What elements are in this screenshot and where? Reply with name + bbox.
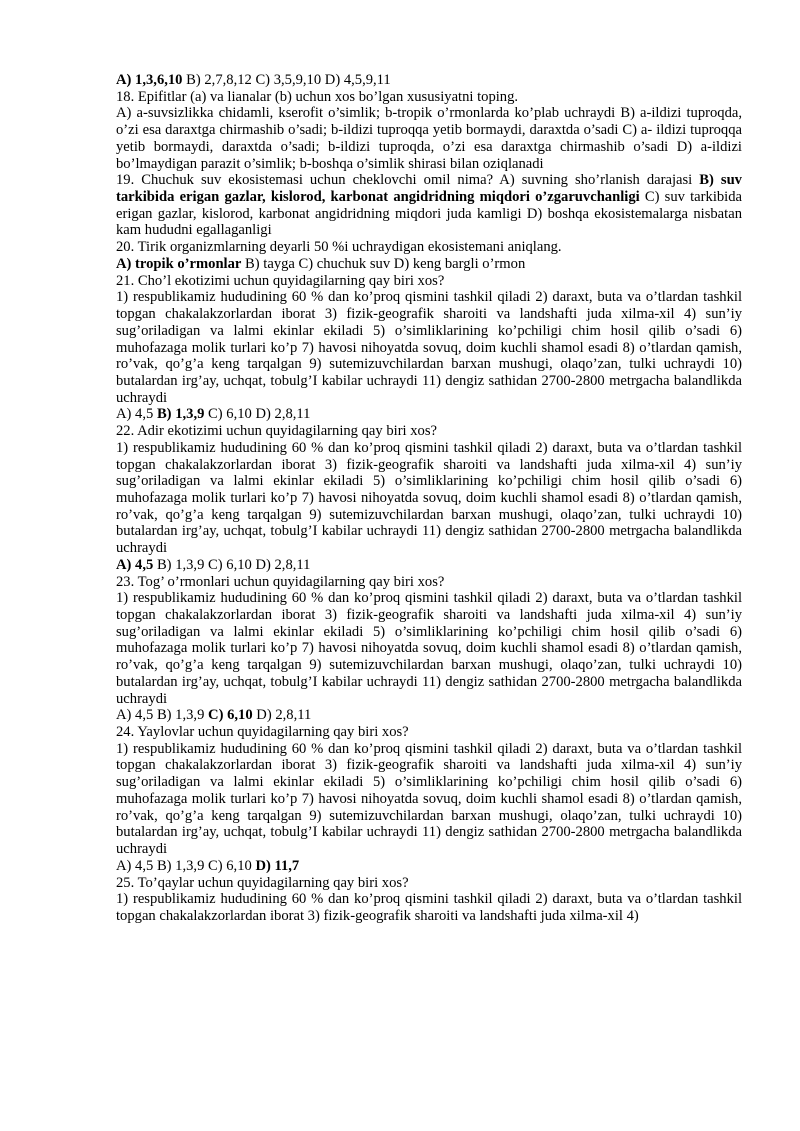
statement-list: 1) respublikamiz hududining 60 % dan ko’proq qismini tashkil qiladi 2) daraxt, buta va o’tlardan tashkil topgan chakalakzorlardan iborat 3) fizik-geografik sharoiti va landshafti juda xilma-xil 4) sun’iy sug’oriladigan va lalmi ekinlar ekiladi 5) o’simliklarining ko’pchiligi chim hosil qilib o’sadi 6) muhofazaga molik turlari ko’p 7) havosi nihoyatda sovuq, doim kuchli shamol esadi 8) o’tlardan qamish, ro’vak, qo’g’a keng tarqalgan 9) sutemizuvchilardan barxan mushugi, olaqo’zan, tulki uchraydi 10) butalardan irg’ay, uchqat, tobulg’I kabilar uchraydi 11) dengiz sathidan 2700-2800 metrgacha balandlikda uchraydi <box>116 289 742 406</box>
statement-list-q22 <box>116 440 742 557</box>
answer-key-option: B) 1,3,9 <box>156 406 205 423</box>
statement-list: 1) respublikamiz hududining 60 % dan ko’proq qismini tashkil qiladi 2) daraxt, buta va o’tlardan tashkil topgan chakalakzorlardan iborat 3) fizik-geografik sharoiti va landshafti juda xilma-xil 4) <box>116 891 742 924</box>
answer-options: B) 2,7,8,12 C) 3,5,9,10 D) 4,5,9,11 <box>182 72 391 88</box>
question-25 <box>116 875 742 892</box>
question-22 <box>116 423 742 440</box>
answer-options: A) a-suvsizlikka chidamli, kserofit o’simlik; b-tropik o’rmonlarda ko’plab uchraydi B) a-ildizi tuproqda, o’zi esa daraxtga chirmashib o’sadi; b-ildizi tuproqqa yetib bormaydi, daraxtda o’sadi C) a- ildizi tuproqqa yetib bormaydi, daraxtda o’sadi; b-ildizi tuproqda, o’zi esa daraxtga chirmashib o’sadi D) a-ildizi bo’lmaydigan parazit o’simlik; b-boshqa o’simlik shirasi bilan oziqlanadi <box>116 105 742 172</box>
question-text: 21. Cho’l ekotizimi uchun quyidagilarning qay biri xos? <box>116 272 445 289</box>
question-20 <box>116 239 742 256</box>
answer-options: C) suv tarkibida erigan gazlar, kislorod, karbonat angidridning miqdori juda kamligi D) boshqa ekosistemalarga nisbatan kam hududni egallaganligi <box>116 189 742 239</box>
question-19 <box>116 172 742 239</box>
answer-options: B) tayga C) chuchuk suv D) keng bargli o’rmon <box>241 255 526 272</box>
document-page <box>116 72 742 925</box>
answer-key-option: A) 4,5 <box>116 556 154 573</box>
answer-key-option: A) tropik o’rmonlar <box>116 255 242 272</box>
answer-key-option: C) 6,10 <box>208 707 253 724</box>
answer-options: C) 6,10 D) 2,8,11 <box>204 406 311 423</box>
question-text: 23. Tog’ o’rmonlari uchun quyidagilarning qay biri xos? <box>116 573 445 590</box>
answer-line-q22 <box>116 557 742 574</box>
question-text: 24. Yaylovlar uchun quyidagilarning qay biri xos? <box>116 724 409 741</box>
statement-list-q24 <box>116 741 742 858</box>
question-24 <box>116 724 742 741</box>
answer-key-option: B) suv tarkibida erigan gazlar, kislorod, karbonat angidridning miqdori o’zgaruvchanligi <box>116 172 742 206</box>
question-text: 25. To’qaylar uchun quyidagilarning qay biri xos? <box>116 874 409 891</box>
answer-options-q18 <box>116 105 742 172</box>
answer-line-q24 <box>116 858 742 875</box>
answer-key-option: A) 1,3,6,10 <box>116 72 183 88</box>
answer-line-q23 <box>116 707 742 724</box>
answer-options: D) 2,8,11 <box>252 707 312 724</box>
answer-line-q20 <box>116 256 742 273</box>
answer-line-q17 <box>116 72 742 89</box>
answer-key-option: D) 11,7 <box>255 857 300 874</box>
answer-options: B) 1,3,9 C) 6,10 D) 2,8,11 <box>153 556 311 573</box>
question-text: 18. Epifitlar (a) va lianalar (b) uchun xos bo’lgan xususiyatni toping. <box>116 88 519 105</box>
statement-list: 1) respublikamiz hududining 60 % dan ko’proq qismini tashkil qiladi 2) daraxt, buta va o’tlardan tashkil topgan chakalakzorlardan iborat 3) fizik-geografik sharoiti va landshafti juda xilma-xil 4) sun’iy sug’oriladigan va lalmi ekinlar ekiladi 5) o’simliklarining ko’pchiligi chim hosil qilib o’sadi 6) muhofazaga molik turlari ko’p 7) havosi nihoyatda sovuq, doim kuchli shamol esadi 8) o’tlardan qamish, ro’vak, qo’g’a keng tarqalgan 9) sutemizuvchilardan barxan mushugi, olaqo’zan, tulki uchraydi 10) butalardan irg’ay, uchqat, tobulg’I kabilar uchraydi 11) dengiz sathidan 2700-2800 metrgacha balandlikda uchraydi <box>116 439 742 557</box>
question-text: 22. Adir ekotizimi uchun quyidagilarning qay biri xos? <box>116 423 438 440</box>
question-21 <box>116 273 742 290</box>
statement-list-q23 <box>116 590 742 707</box>
statement-list: 1) respublikamiz hududining 60 % dan ko’proq qismini tashkil qiladi 2) daraxt, buta va o’tlardan tashkil topgan chakalakzorlardan iborat 3) fizik-geografik sharoiti va landshafti juda xilma-xil 4) sun’iy sug’oriladigan va lalmi ekinlar ekiladi 5) o’simliklarining ko’pchiligi chim hosil qilib o’sadi 6) muhofazaga molik turlari ko’p 7) havosi nihoyatda sovuq, doim kuchli shamol esadi 8) o’tlardan qamish, ro’vak, qo’g’a keng tarqalgan 9) sutemizuvchilardan barxan mushugi, olaqo’zan, tulki uchraydi 10) butalardan irg’ay, uchqat, tobulg’I kabilar uchraydi 11) dengiz sathidan 2700-2800 metrgacha balandlikda uchraydi <box>116 590 742 707</box>
question-18 <box>116 89 742 106</box>
question-text: 20. Tirik organizmlarning deyarli 50 %i uchraydigan ekosistemani aniqlang. <box>116 239 562 256</box>
answer-line-q21 <box>116 406 742 423</box>
answer-options: A) 4,5 B) 1,3,9 C) 6,10 <box>116 857 256 874</box>
answer-options: A) 4,5 <box>116 406 157 423</box>
statement-list-q25 <box>116 891 742 924</box>
question-text: 19. Chuchuk suv ekosistemasi uchun cheklovchi omil nima? A) suvning sho’rlanish darajasi <box>116 172 700 189</box>
statement-list: 1) respublikamiz hududining 60 % dan ko’proq qismini tashkil qiladi 2) daraxt, buta va o’tlardan tashkil topgan chakalakzorlardan iborat 3) fizik-geografik sharoiti va landshafti juda xilma-xil 4) sun’iy sug’oriladigan va lalmi ekinlar ekiladi 5) o’simliklarining ko’pchiligi chim hosil qilib o’sadi 6) muhofazaga molik turlari ko’p 7) havosi nihoyatda sovuq, doim kuchli shamol esadi 8) o’tlardan qamish, ro’vak, qo’g’a keng tarqalgan 9) sutemizuvchilardan barxan mushugi, olaqo’zan, tulki uchraydi 10) butalardan irg’ay, uchqat, tobulg’I kabilar uchraydi 11) dengiz sathidan 2700-2800 metrgacha balandlikda uchraydi <box>116 740 742 858</box>
question-23 <box>116 574 742 591</box>
statement-list-q21 <box>116 289 742 406</box>
answer-options: A) 4,5 B) 1,3,9 <box>116 707 209 724</box>
